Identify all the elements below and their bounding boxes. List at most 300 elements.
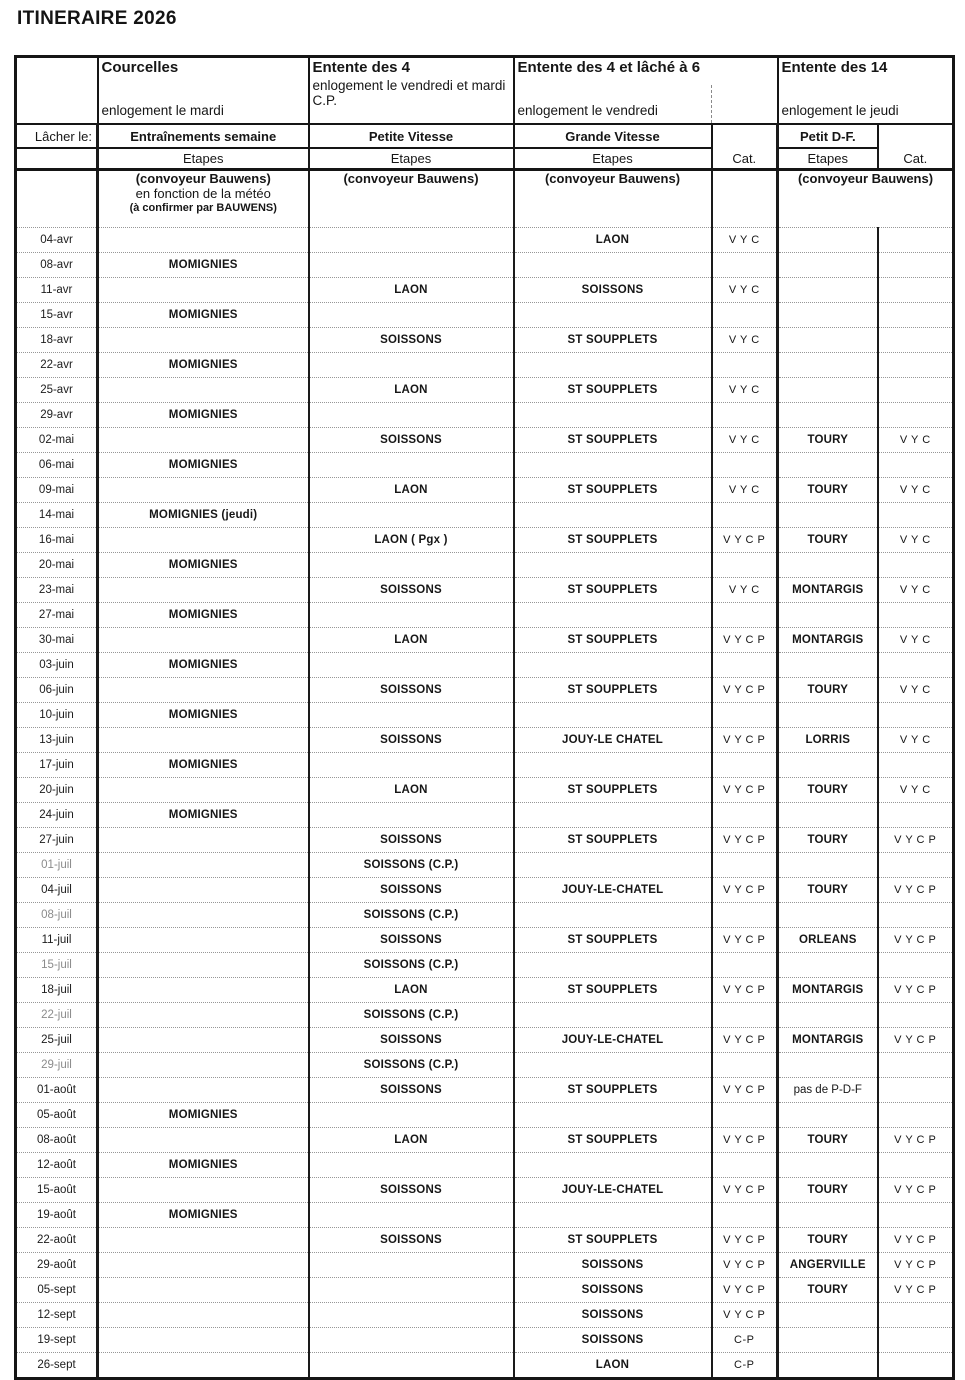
courcelles-etape-cell: MOMIGNIES	[98, 1203, 309, 1228]
empty-cell	[16, 148, 98, 170]
corner-blank-cell	[16, 57, 98, 125]
grande-vitesse-etape-cell: ST SOUPPLETS	[514, 678, 712, 703]
empty-cell	[712, 170, 778, 228]
petit-df-etape-cell	[778, 1303, 878, 1328]
courcelles-etape-cell: MOMIGNIES	[98, 553, 309, 578]
grande-vitesse-cat-cell	[712, 1103, 778, 1128]
petit-df-cat-cell: V Y C P	[878, 978, 954, 1003]
grande-vitesse-etape-cell	[514, 803, 712, 828]
petite-vitesse-etape-cell: SOISSONS (C.P.)	[309, 953, 514, 978]
table-row	[16, 1053, 954, 1078]
category-petite-vitesse: Petite Vitesse	[309, 124, 514, 148]
grande-vitesse-cat-cell: V Y C	[712, 378, 778, 403]
petite-vitesse-etape-cell	[309, 553, 514, 578]
grande-vitesse-cat-cell: V Y C P	[712, 828, 778, 853]
grande-vitesse-etape-cell	[514, 1203, 712, 1228]
table-row	[16, 903, 954, 928]
petite-vitesse-etape-cell: SOISSONS	[309, 1028, 514, 1053]
table-row	[16, 1003, 954, 1028]
grande-vitesse-etape-cell: LAON	[514, 1353, 712, 1379]
grande-vitesse-cat-cell: V Y C	[712, 228, 778, 253]
grande-vitesse-etape-cell: ST SOUPPLETS	[514, 828, 712, 853]
grande-vitesse-cat-cell	[712, 503, 778, 528]
category-petit-df: Petit D-F.	[778, 124, 878, 148]
grande-vitesse-cat-cell	[712, 753, 778, 778]
category-header-row	[16, 124, 954, 148]
grande-vitesse-cat-cell: V Y C P	[712, 1303, 778, 1328]
grande-vitesse-cat-cell: V Y C P	[712, 1178, 778, 1203]
grande-vitesse-cat-cell: V Y C P	[712, 1028, 778, 1053]
courcelles-etape-cell	[98, 1178, 309, 1203]
date-cell: 08-août	[16, 1128, 98, 1153]
petit-df-etape-cell	[778, 228, 878, 253]
petit-df-etape-cell: TOURY	[778, 1228, 878, 1253]
date-cell: 11-juil	[16, 928, 98, 953]
petit-df-etape-cell	[778, 1203, 878, 1228]
grande-vitesse-cat-cell	[712, 353, 778, 378]
grande-vitesse-etape-cell	[514, 603, 712, 628]
courcelles-etape-cell	[98, 828, 309, 853]
grande-vitesse-etape-cell	[514, 653, 712, 678]
courcelles-etape-cell	[98, 1028, 309, 1053]
petit-df-etape-cell	[778, 303, 878, 328]
grande-vitesse-cat-cell	[712, 403, 778, 428]
table-row	[16, 1028, 954, 1053]
group-header-courcelles	[98, 57, 309, 125]
petit-df-cat-cell: V Y C	[878, 428, 954, 453]
date-cell: 08-juil	[16, 903, 98, 928]
group-header-row	[16, 57, 954, 125]
date-cell: 13-juin	[16, 728, 98, 753]
date-cell: 14-mai	[16, 503, 98, 528]
date-cell: 04-avr	[16, 228, 98, 253]
petit-df-cat-cell	[878, 553, 954, 578]
petite-vitesse-etape-cell	[309, 803, 514, 828]
petite-vitesse-etape-cell: SOISSONS (C.P.)	[309, 853, 514, 878]
group-header-entente-des-4	[309, 57, 514, 125]
table-row	[16, 1228, 954, 1253]
grande-vitesse-etape-cell: SOISSONS	[514, 1253, 712, 1278]
date-cell: 25-juil	[16, 1028, 98, 1053]
grande-vitesse-etape-cell: SOISSONS	[514, 1278, 712, 1303]
grande-vitesse-etape-cell	[514, 1103, 712, 1128]
petite-vitesse-etape-cell	[309, 453, 514, 478]
grande-vitesse-etape-cell: ST SOUPPLETS	[514, 378, 712, 403]
petit-df-cat-cell: V Y C	[878, 778, 954, 803]
petite-vitesse-etape-cell: SOISSONS	[309, 578, 514, 603]
petit-df-cat-cell: V Y C	[878, 678, 954, 703]
lacher-le-label: Lâcher le:	[16, 124, 98, 148]
courcelles-etape-cell: MOMIGNIES	[98, 803, 309, 828]
date-cell: 15-août	[16, 1178, 98, 1203]
confirm-note: (à confirmer par BAUWENS)	[129, 201, 277, 214]
grande-vitesse-cat-cell: V Y C P	[712, 778, 778, 803]
petit-df-etape-cell	[778, 903, 878, 928]
petit-df-cat-cell	[878, 453, 954, 478]
group-subtitle: enlogement le jeudi	[781, 103, 899, 119]
courcelles-etape-cell: MOMIGNIES	[98, 1153, 309, 1178]
petit-df-etape-cell: LORRIS	[778, 728, 878, 753]
courcelles-etape-cell	[98, 1228, 309, 1253]
grande-vitesse-cat-cell	[712, 453, 778, 478]
table-row	[16, 378, 954, 403]
date-cell: 02-mai	[16, 428, 98, 453]
grande-vitesse-cat-cell: V Y C P	[712, 878, 778, 903]
petit-df-etape-cell	[778, 253, 878, 278]
category-entrainements-semaine: Entraînements semaine	[98, 124, 309, 148]
table-row	[16, 678, 954, 703]
petite-vitesse-etape-cell: LAON	[309, 278, 514, 303]
grande-vitesse-etape-cell	[514, 853, 712, 878]
grande-vitesse-cat-cell: V Y C P	[712, 678, 778, 703]
grande-vitesse-etape-cell: SOISSONS	[514, 1328, 712, 1353]
table-row	[16, 478, 954, 503]
petite-vitesse-etape-cell: SOISSONS	[309, 678, 514, 703]
petit-df-cat-cell	[878, 353, 954, 378]
date-cell: 29-juil	[16, 1053, 98, 1078]
grande-vitesse-cat-cell: V Y C P	[712, 728, 778, 753]
date-cell: 27-mai	[16, 603, 98, 628]
petite-vitesse-etape-cell	[309, 753, 514, 778]
petit-df-cat-cell: V Y C	[878, 728, 954, 753]
grande-vitesse-cat-cell: V Y C P	[712, 528, 778, 553]
table-row	[16, 1178, 954, 1203]
courcelles-etape-cell: MOMIGNIES (jeudi)	[98, 503, 309, 528]
grande-vitesse-etape-cell	[514, 503, 712, 528]
grande-vitesse-cat-cell: V Y C	[712, 328, 778, 353]
date-cell: 05-août	[16, 1103, 98, 1128]
date-cell: 27-juin	[16, 828, 98, 853]
courcelles-etape-cell	[98, 1278, 309, 1303]
courcelles-etape-cell	[98, 1253, 309, 1278]
grande-vitesse-etape-cell: ST SOUPPLETS	[514, 578, 712, 603]
date-cell: 22-juil	[16, 1003, 98, 1028]
grande-vitesse-cat-cell	[712, 553, 778, 578]
courcelles-etape-cell: MOMIGNIES	[98, 1103, 309, 1128]
convoyeur-text: (convoyeur Bauwens)	[797, 171, 934, 186]
petite-vitesse-etape-cell: SOISSONS	[309, 328, 514, 353]
grande-vitesse-etape-cell	[514, 753, 712, 778]
convoyeur-row	[16, 170, 954, 228]
grande-vitesse-etape-cell: SOISSONS	[514, 1303, 712, 1328]
grande-vitesse-etape-cell: ST SOUPPLETS	[514, 778, 712, 803]
grande-vitesse-cat-cell: V Y C P	[712, 1253, 778, 1278]
grande-vitesse-etape-cell: ST SOUPPLETS	[514, 628, 712, 653]
petit-df-cat-cell: V Y C P	[878, 1228, 954, 1253]
courcelles-etape-cell: MOMIGNIES	[98, 453, 309, 478]
grande-vitesse-cat-cell	[712, 303, 778, 328]
petite-vitesse-etape-cell	[309, 653, 514, 678]
petit-df-cat-cell	[878, 1078, 954, 1103]
grande-vitesse-cat-cell	[712, 1003, 778, 1028]
grande-vitesse-etape-cell	[514, 1003, 712, 1028]
table-row	[16, 503, 954, 528]
table-row	[16, 1153, 954, 1178]
courcelles-etape-cell	[98, 228, 309, 253]
group-subtitle: enlogement le vendredi	[517, 103, 658, 119]
petit-df-cat-cell	[878, 703, 954, 728]
grande-vitesse-etape-cell: JOUY-LE-CHATEL	[514, 1178, 712, 1203]
grande-vitesse-cat-cell	[712, 703, 778, 728]
petit-df-cat-cell: V Y C P	[878, 828, 954, 853]
petit-df-etape-cell: TOURY	[778, 878, 878, 903]
petit-df-cat-cell	[878, 1153, 954, 1178]
petit-df-etape-cell	[778, 603, 878, 628]
table-row	[16, 228, 954, 253]
grande-vitesse-cat-cell	[712, 803, 778, 828]
petite-vitesse-etape-cell: LAON ( Pgx )	[309, 528, 514, 553]
petit-df-cat-cell	[878, 1303, 954, 1328]
table-row	[16, 253, 954, 278]
petit-df-etape-cell: ORLEANS	[778, 928, 878, 953]
table-row	[16, 553, 954, 578]
table-row	[16, 403, 954, 428]
page-title: ITINERAIRE 2026	[17, 8, 177, 29]
date-cell: 05-sept	[16, 1278, 98, 1303]
etapes-label: Etapes	[309, 148, 514, 170]
petit-df-cat-cell: V Y C	[878, 528, 954, 553]
group-header-entente-des-4-lache-6	[514, 57, 778, 125]
petit-df-cat-cell: V Y C P	[878, 878, 954, 903]
courcelles-etape-cell	[98, 678, 309, 703]
dashed-divider	[711, 85, 712, 123]
petit-df-etape-cell	[778, 1003, 878, 1028]
courcelles-etape-cell	[98, 328, 309, 353]
petit-df-cat-cell	[878, 503, 954, 528]
convoyeur-text: (convoyeur Bauwens)	[343, 171, 479, 186]
date-cell: 18-avr	[16, 328, 98, 353]
petit-df-etape-cell	[778, 953, 878, 978]
petit-df-etape-cell: TOURY	[778, 1178, 878, 1203]
grande-vitesse-cat-cell	[712, 253, 778, 278]
courcelles-etape-cell	[98, 953, 309, 978]
etapes-label: Etapes	[514, 148, 712, 170]
petit-df-cat-cell	[878, 1103, 954, 1128]
table-row	[16, 728, 954, 753]
petit-df-cat-cell: V Y C P	[878, 1278, 954, 1303]
petit-df-etape-cell	[778, 803, 878, 828]
courcelles-etape-cell	[98, 778, 309, 803]
petite-vitesse-etape-cell: SOISSONS	[309, 828, 514, 853]
petit-df-etape-cell	[778, 853, 878, 878]
petite-vitesse-etape-cell: LAON	[309, 628, 514, 653]
courcelles-etape-cell	[98, 978, 309, 1003]
etapes-label: Etapes	[98, 148, 309, 170]
petit-df-etape-cell	[778, 1353, 878, 1379]
date-cell: 01-août	[16, 1078, 98, 1103]
date-cell: 12-sept	[16, 1303, 98, 1328]
table-row	[16, 1103, 954, 1128]
petit-df-etape-cell: MONTARGIS	[778, 1028, 878, 1053]
petit-df-cat-cell	[878, 1053, 954, 1078]
date-cell: 23-mai	[16, 578, 98, 603]
petit-df-etape-cell	[778, 403, 878, 428]
grande-vitesse-etape-cell	[514, 903, 712, 928]
grande-vitesse-etape-cell	[514, 403, 712, 428]
table-row	[16, 828, 954, 853]
petit-df-cat-cell	[878, 278, 954, 303]
courcelles-etape-cell	[98, 628, 309, 653]
grande-vitesse-etape-cell	[514, 453, 712, 478]
table-row	[16, 778, 954, 803]
courcelles-etape-cell	[98, 1003, 309, 1028]
petite-vitesse-etape-cell	[309, 1278, 514, 1303]
petite-vitesse-etape-cell	[309, 1303, 514, 1328]
grande-vitesse-etape-cell	[514, 1153, 712, 1178]
group-header-entente-des-14	[778, 57, 954, 125]
convoyeur-petit-df-cell	[778, 170, 954, 228]
table-row	[16, 1303, 954, 1328]
petit-df-cat-cell	[878, 903, 954, 928]
petite-vitesse-etape-cell	[309, 403, 514, 428]
grande-vitesse-cat-cell	[712, 953, 778, 978]
petit-df-etape-cell	[778, 753, 878, 778]
petite-vitesse-etape-cell	[309, 1353, 514, 1379]
date-cell: 12-août	[16, 1153, 98, 1178]
convoyeur-petite-cell	[309, 170, 514, 228]
date-cell: 17-juin	[16, 753, 98, 778]
petit-df-cat-cell	[878, 803, 954, 828]
group-name: Entente des 4	[312, 59, 411, 76]
cat-label: Cat.	[878, 148, 954, 170]
grande-vitesse-etape-cell	[514, 953, 712, 978]
petite-vitesse-etape-cell: SOISSONS (C.P.)	[309, 1053, 514, 1078]
petite-vitesse-etape-cell: SOISSONS	[309, 1178, 514, 1203]
petit-df-cat-cell: V Y C P	[878, 1028, 954, 1053]
petite-vitesse-etape-cell: SOISSONS (C.P.)	[309, 903, 514, 928]
grande-vitesse-cat-cell	[712, 1153, 778, 1178]
category-grande-vitesse: Grande Vitesse	[514, 124, 712, 148]
petit-df-etape-cell: TOURY	[778, 1278, 878, 1303]
grande-vitesse-etape-cell: ST SOUPPLETS	[514, 978, 712, 1003]
table-row	[16, 578, 954, 603]
grande-vitesse-etape-cell: JOUY-LE-CHATEL	[514, 878, 712, 903]
date-cell: 15-juil	[16, 953, 98, 978]
courcelles-etape-cell: MOMIGNIES	[98, 253, 309, 278]
petit-df-etape-cell	[778, 1328, 878, 1353]
date-cell: 24-juin	[16, 803, 98, 828]
courcelles-etape-cell: MOMIGNIES	[98, 753, 309, 778]
courcelles-etape-cell	[98, 1353, 309, 1379]
petit-df-cat-cell	[878, 953, 954, 978]
petit-df-cat-cell	[878, 303, 954, 328]
petit-df-cat-cell	[878, 1203, 954, 1228]
date-cell: 25-avr	[16, 378, 98, 403]
petit-df-etape-cell	[778, 378, 878, 403]
courcelles-etape-cell	[98, 578, 309, 603]
courcelles-etape-cell	[98, 728, 309, 753]
petit-df-cat-cell	[878, 403, 954, 428]
petit-df-cat-cell	[878, 1003, 954, 1028]
grande-vitesse-cat-cell	[712, 853, 778, 878]
table-row	[16, 853, 954, 878]
table-row	[16, 753, 954, 778]
group-subtitle: enlogement le mardi	[101, 103, 224, 119]
table-row	[16, 353, 954, 378]
petit-df-etape-cell: ANGERVILLE	[778, 1253, 878, 1278]
grande-vitesse-etape-cell	[514, 303, 712, 328]
petit-df-cat-cell	[878, 228, 954, 253]
grande-vitesse-etape-cell: ST SOUPPLETS	[514, 1228, 712, 1253]
petit-df-etape-cell	[778, 353, 878, 378]
grande-vitesse-cat-cell: V Y C P	[712, 928, 778, 953]
petit-df-etape-cell: TOURY	[778, 528, 878, 553]
table-row	[16, 1353, 954, 1379]
date-cell: 04-juil	[16, 878, 98, 903]
courcelles-etape-cell: MOMIGNIES	[98, 303, 309, 328]
grande-vitesse-cat-cell: V Y C	[712, 478, 778, 503]
petit-df-cat-cell: V Y C P	[878, 1178, 954, 1203]
table-row	[16, 653, 954, 678]
petit-df-etape-cell	[778, 453, 878, 478]
courcelles-etape-cell	[98, 378, 309, 403]
grande-vitesse-cat-cell: C-P	[712, 1328, 778, 1353]
grande-vitesse-etape-cell: ST SOUPPLETS	[514, 328, 712, 353]
petit-df-etape-cell	[778, 1153, 878, 1178]
grande-vitesse-cat-cell	[712, 653, 778, 678]
date-cell: 01-juil	[16, 853, 98, 878]
petit-df-etape-cell	[778, 653, 878, 678]
petit-df-etape-cell: TOURY	[778, 778, 878, 803]
petite-vitesse-etape-cell	[309, 1103, 514, 1128]
petit-df-cat-cell	[878, 1328, 954, 1353]
table-row	[16, 328, 954, 353]
courcelles-etape-cell	[98, 853, 309, 878]
courcelles-etape-cell	[98, 478, 309, 503]
petite-vitesse-etape-cell	[309, 1153, 514, 1178]
table-row	[16, 878, 954, 903]
petit-df-cat-cell	[878, 328, 954, 353]
date-cell: 29-avr	[16, 403, 98, 428]
convoyeur-courcelles-cell	[98, 170, 309, 228]
date-cell: 20-juin	[16, 778, 98, 803]
courcelles-etape-cell: MOMIGNIES	[98, 703, 309, 728]
grande-vitesse-etape-cell	[514, 253, 712, 278]
grande-vitesse-etape-cell: ST SOUPPLETS	[514, 528, 712, 553]
petite-vitesse-etape-cell	[309, 1253, 514, 1278]
courcelles-etape-cell	[98, 428, 309, 453]
date-cell: 11-avr	[16, 278, 98, 303]
petit-df-etape-cell: TOURY	[778, 1128, 878, 1153]
petit-df-cat-cell	[878, 378, 954, 403]
convoyeur-text: (convoyeur Bauwens)	[544, 171, 681, 186]
table-row	[16, 278, 954, 303]
date-cell: 15-avr	[16, 303, 98, 328]
petite-vitesse-etape-cell: LAON	[309, 978, 514, 1003]
grande-vitesse-cat-cell: V Y C	[712, 428, 778, 453]
petit-df-etape-cell: MONTARGIS	[778, 978, 878, 1003]
petit-df-etape-cell	[778, 553, 878, 578]
petit-df-cat-cell	[878, 1353, 954, 1379]
grande-vitesse-cat-cell: V Y C P	[712, 628, 778, 653]
grande-vitesse-etape-cell: SOISSONS	[514, 278, 712, 303]
grande-vitesse-etape-cell: LAON	[514, 228, 712, 253]
petit-df-etape-cell	[778, 328, 878, 353]
empty-cell	[712, 124, 778, 148]
petite-vitesse-etape-cell: LAON	[309, 778, 514, 803]
grande-vitesse-etape-cell	[514, 353, 712, 378]
petite-vitesse-etape-cell: SOISSONS	[309, 1228, 514, 1253]
date-cell: 30-mai	[16, 628, 98, 653]
courcelles-etape-cell	[98, 1078, 309, 1103]
itinerary-table	[14, 55, 955, 1380]
date-cell: 18-juil	[16, 978, 98, 1003]
courcelles-etape-cell	[98, 1053, 309, 1078]
courcelles-etape-cell	[98, 1328, 309, 1353]
courcelles-etape-cell: MOMIGNIES	[98, 403, 309, 428]
group-name: Entente des 4 et lâché à 6	[517, 59, 701, 76]
petite-vitesse-etape-cell: SOISSONS	[309, 1078, 514, 1103]
